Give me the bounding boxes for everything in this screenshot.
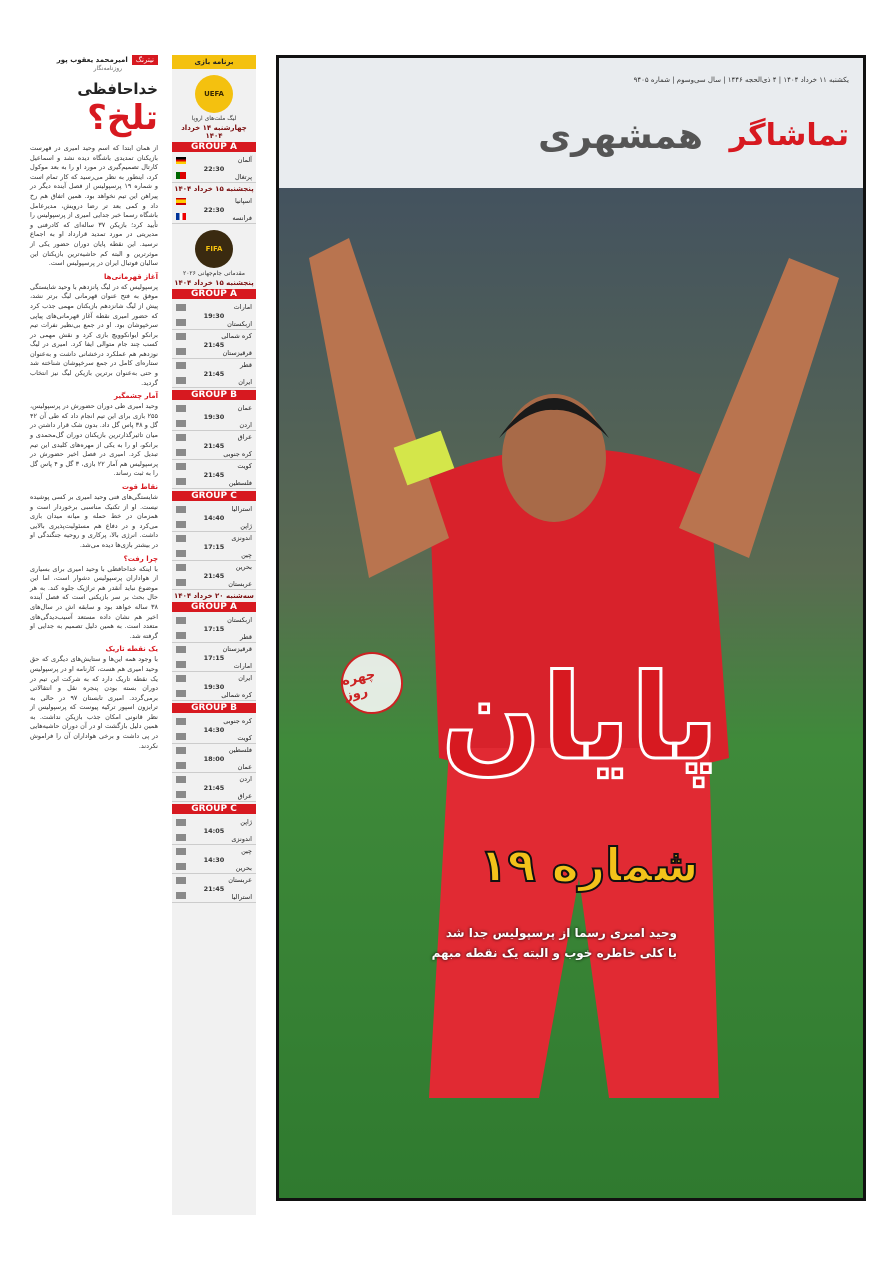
match-time: 17:15	[203, 625, 225, 633]
country-flag-icon	[176, 733, 186, 740]
home-team: اردن	[239, 775, 252, 783]
country-flag-icon	[176, 535, 186, 542]
away-team: استرالیا	[231, 893, 252, 901]
country-flag-icon	[176, 348, 186, 355]
group-label: GROUP B	[172, 390, 256, 400]
section-heading: یک نقطه تاریک	[105, 645, 158, 654]
home-team: استرالیا	[231, 505, 252, 513]
match-row	[172, 359, 256, 388]
cover-deck-line2: با کلی خاطره خوب و البته یک نقطه مبهم	[431, 946, 677, 960]
comp2-date1: پنجشنبه ۱۵ خرداد ۱۴۰۴	[174, 279, 254, 287]
match-row	[172, 195, 256, 224]
match-schedule	[172, 55, 256, 1215]
match-time: 14:30	[203, 726, 225, 734]
face-of-the-day-stamp: چهره روز	[335, 646, 409, 720]
comp1-caption: لیگ ملت‌های اروپا	[191, 115, 237, 122]
home-team: ژاپن	[240, 818, 252, 826]
player-celebration-photo	[279, 58, 863, 1198]
masthead-sub: تماشاگر	[729, 118, 849, 153]
match-time: 19:30	[203, 683, 225, 691]
match-row	[172, 561, 256, 590]
match-time: 14:40	[203, 514, 225, 522]
home-team: ازبکستان	[227, 616, 252, 624]
away-team: امارات	[233, 662, 252, 670]
home-team: عراق	[237, 433, 252, 441]
groups-day1	[172, 289, 256, 590]
home-team: امارات	[233, 303, 252, 311]
home-team: ایران	[238, 674, 252, 682]
match-time: 21:45	[203, 885, 225, 893]
country-flag-icon	[176, 848, 186, 855]
section-heading: نقاط قوت	[121, 483, 158, 491]
match-row	[172, 874, 256, 903]
section-text: با وجود همه این‌ها و ستایش‌های دیگری که حق وحید امیری هم هست، کارنامه او در پرسپولیس یک نقطه تاریک دارد که به شرکت این تیم در دوران بسته بودن پنجره نقل و انتقالاتی برمی‌گردد. امیری تابستان ۹۷ در حالی به ترابزون اسپور ترکیه پیوست که پرسپولیس از نظر قانونی امکان جذب بازیکن نداشت. به همین دلیل بازگشت او در آن دوران حاشیه‌هایی در پی داشت و برخی هواداران آن را فراموش نکردند.	[30, 655, 158, 750]
section-text: پرسپولیس که در لیگ پانزدهم با وحید شایستگی موفق به فتح عنوان قهرمانی لیگ برتر نشد، پیش از لیگ شانزدهم بازیکنان مهمی جذب کرد که حضور امیری نقطه آغاز قهرمانی‌های پیاپی سرخپوشان بود. او در جمع بی‌نظیر نفرات تیم برانکو ایوانکوویچ بازی کرد و نقش مهمی در کسب چند جام متوالی ایفا کرد. امیری در لیگ نوزدهم هم عملکرد درخشانی داشت و به‌عنوان ستاره‌ای کامل در جمع سرخپوشان شناخته شد و حتی به‌عنوان برترین بازیکن لیگ نیز انتخاب گردید.	[30, 282, 158, 387]
home-team: بحرین	[235, 563, 252, 571]
away-team: ژاپن	[240, 522, 252, 530]
country-flag-icon	[176, 478, 186, 485]
opinion-column	[30, 55, 158, 1225]
country-flag-icon	[176, 362, 186, 369]
home-team: کره جنوبی	[223, 717, 252, 725]
home-team: عربستان	[228, 876, 252, 884]
portugal-flag-icon	[176, 172, 186, 179]
column-intro: از همان ابتدا که اسم وحید امیری در فهرست بازیکنان تمدیدی باشگاه دیده نشد و اسماعیل کارتال تصمیم‌گیری در مورد او را به بعد موکول کرد، اینطور به نظر می‌رسید که کار تمام است و شماره ۱۹ پرسپولیس از فصل آینده دیگر در پیراهن این تیم نخواهد بود. همین اتفاق هم رخ داد و کمی بعد تر رضا درویش، مدیرعامل باشگاه رسما خبر جدایی امیری از پرسپولیس را تأیید کرد؛ بازیکن ۳۷ ساله‌ای که کادرفنی و مدیریتی در مورد تمدید قرارداد او به اجماع نرسید. این نقطه پایان دوران حضور یکی از موثرترین و البته کم حاشیه‌ترین بازیکنان این سالیان فوتبال ایران در پرسپولیس است.	[30, 144, 158, 268]
section-text: وحید امیری طی دوران حضورش در پرسپولیس، ۲۵۵ بازی برای این تیم انجام داد که طی آن ۴۲ گل و ۳۸ پاس گل داد. بدون شک قرار داشتن در میان تاثیرگذارترین بازیکنان دوران گل‌محمدی و برانکو، او را به یکی از مهره‌های کلیدی این تیم تبدیل کرد. امیری در فصل اخیر حضورش در پرسپولیس هم آمار ۲۲ بازی، ۳ گل و ۴ پاس گل را به ثبت رساند.	[30, 402, 159, 478]
country-flag-icon	[176, 661, 186, 668]
fifa-world-cup-logo-icon: FIFA	[195, 230, 233, 268]
away-team: فرانسه	[232, 214, 252, 222]
section-text: شایستگی‌های فنی وحید امیری بر کسی پوشیده نیست. او از تکنیک مناسبی برخوردار است و همزمان در خط حمله و میانه میدان بازی می‌کرد و در دفاع هم مسئولیت‌پذیری بالایی داشت. انرژی بالا، پرکاری و روحیه جنگندگی او در بیشتر بازی‌ها دیده می‌شد.	[30, 493, 158, 549]
spain-flag-icon	[176, 198, 186, 205]
column-byline	[30, 55, 158, 65]
author-role: روزنامه‌نگار	[93, 65, 122, 72]
home-team: عمان	[237, 404, 252, 412]
match-time: 22:30	[203, 206, 225, 214]
country-flag-icon	[176, 333, 186, 340]
section-heading: آغاز قهرمانی‌ها	[104, 272, 158, 281]
column-title-line2: تلخ؟	[87, 98, 158, 138]
country-flag-icon	[176, 646, 186, 653]
comp2-date2: سه‌شنبه ۲۰ خرداد ۱۴۰۴	[174, 592, 254, 600]
home-team: آلمان	[237, 156, 252, 164]
cover-photo-frame	[276, 55, 866, 1201]
cover-dateline: یکشنبه ۱۱ خرداد ۱۴۰۴ | ۴ ذی‌الحجه ۱۴۴۶ | سال سی‌وسوم | شماره ۹۴۰۵	[633, 76, 849, 84]
country-flag-icon	[176, 892, 186, 899]
france-flag-icon	[176, 213, 186, 220]
match-time: 21:45	[203, 572, 225, 580]
home-team: اندونزی	[231, 534, 252, 542]
away-team: عراق	[237, 792, 252, 800]
away-team: قطر	[239, 633, 252, 641]
country-flag-icon	[176, 675, 186, 682]
cover-headline: پایان	[441, 648, 719, 786]
country-flag-icon	[176, 863, 186, 870]
away-team: قرقیزستان	[222, 349, 252, 357]
author-name: امیرمحمد یعقوب پور	[56, 56, 128, 64]
country-flag-icon	[176, 550, 186, 557]
match-row	[172, 744, 256, 773]
country-flag-icon	[176, 877, 186, 884]
match-time: 18:00	[203, 755, 225, 763]
group-label: GROUP A	[172, 289, 256, 299]
match-row	[172, 773, 256, 802]
match-time: 21:45	[203, 442, 225, 450]
match-time: 14:05	[203, 827, 225, 835]
group-label: GROUP C	[172, 804, 256, 814]
match-row	[172, 330, 256, 359]
away-team: اردن	[239, 421, 252, 429]
match-row	[172, 532, 256, 561]
country-flag-icon	[176, 617, 186, 624]
country-flag-icon	[176, 434, 186, 441]
home-team: اسپانیا	[235, 197, 252, 205]
match-row	[172, 301, 256, 330]
cover-subheadline: شماره ۱۹	[479, 838, 699, 892]
country-flag-icon	[176, 718, 186, 725]
away-team: عمان	[237, 763, 252, 771]
column-title-line1: خداحافظی	[77, 80, 158, 98]
country-flag-icon	[176, 521, 186, 528]
country-flag-icon	[176, 377, 186, 384]
country-flag-icon	[176, 463, 186, 470]
match-row	[172, 614, 256, 643]
germany-flag-icon	[176, 157, 186, 164]
home-team: قطر	[239, 361, 252, 369]
away-team: چین	[241, 551, 252, 559]
match-row	[172, 503, 256, 532]
section-heading: آمار چشمگیر	[114, 392, 158, 401]
country-flag-icon	[176, 449, 186, 456]
match-row	[172, 672, 256, 701]
match-time: 21:45	[203, 370, 225, 378]
group-label: GROUP A	[172, 142, 256, 152]
match-time: 22:30	[203, 165, 225, 173]
match-row	[172, 845, 256, 874]
country-flag-icon	[176, 690, 186, 697]
match-time: 19:30	[203, 413, 225, 421]
match-row	[172, 715, 256, 744]
country-flag-icon	[176, 420, 186, 427]
match-time: 21:45	[203, 471, 225, 479]
away-team: پرتغال	[234, 173, 252, 181]
country-flag-icon	[176, 304, 186, 311]
country-flag-icon	[176, 564, 186, 571]
match-time: 14:30	[203, 856, 225, 864]
country-flag-icon	[176, 747, 186, 754]
match-time: 17:15	[203, 543, 225, 551]
section-text: با اینکه خداحافظی با وحید امیری برای بسیاری از هواداران پرسپولیس دشوار است، اما این موضوع نباید آنقدر هم تراژیک جلوه کند. به هر حال بحث بر سر بازیکنی است که فصل آینده ۳۸ ساله خواهد بود و سابقه اش در سال‌های اخیر هم نشان داده مستعد آسیب‌دیدگی‌های متعدد است. به همین دلیل تصمیم به جدایی او گرفته شد.	[30, 564, 158, 640]
country-flag-icon	[176, 579, 186, 586]
away-team: کره شمالی	[221, 691, 252, 699]
masthead-main: همشهری	[538, 116, 703, 157]
match-row	[172, 816, 256, 845]
match-time: 19:30	[203, 312, 225, 320]
country-flag-icon	[176, 791, 186, 798]
home-team: کویت	[237, 462, 252, 470]
comp2-caption: مقدماتی جام‌جهانی ۲۰۲۶	[182, 270, 246, 277]
away-team: عربستان	[228, 580, 252, 588]
column-tag: نیترنگ	[132, 55, 158, 65]
country-flag-icon	[176, 762, 186, 769]
section-heading: چرا رفت؟	[123, 554, 158, 563]
away-team: ایران	[238, 378, 252, 386]
match-time: 17:15	[203, 654, 225, 662]
home-team: کره شمالی	[221, 332, 252, 340]
match-row	[172, 431, 256, 460]
away-team: فلسطین	[228, 479, 252, 487]
cover-deck-line1: وحید امیری رسما از پرسپولیس جدا شد	[445, 926, 677, 940]
country-flag-icon	[176, 506, 186, 513]
home-team: چین	[241, 847, 252, 855]
country-flag-icon	[176, 819, 186, 826]
away-team: اندونزی	[231, 835, 252, 843]
match-time: 21:45	[203, 784, 225, 792]
comp1-date2: پنجشنبه ۱۵ خرداد ۱۴۰۴	[174, 185, 254, 193]
country-flag-icon	[176, 319, 186, 326]
group-label: GROUP C	[172, 491, 256, 501]
group-label: GROUP A	[172, 602, 256, 612]
away-team: کویت	[237, 734, 252, 742]
match-row	[172, 154, 256, 183]
country-flag-icon	[176, 405, 186, 412]
home-team: فلسطین	[228, 746, 252, 754]
match-row	[172, 460, 256, 489]
match-row	[172, 402, 256, 431]
home-team: قرقیزستان	[222, 645, 252, 653]
country-flag-icon	[176, 834, 186, 841]
groups-day2	[172, 602, 256, 903]
away-team: ازبکستان	[227, 320, 252, 328]
uefa-nations-league-logo-icon: UEFA	[195, 75, 233, 113]
group-label: GROUP B	[172, 703, 256, 713]
match-row	[172, 643, 256, 672]
away-team: بحرین	[235, 864, 252, 872]
away-team: کره جنوبی	[223, 450, 252, 458]
schedule-header: برنامه بازی	[172, 55, 256, 69]
country-flag-icon	[176, 776, 186, 783]
comp1-date1: چهارشنبه ۱۴ خرداد ۱۴۰۴	[181, 124, 247, 140]
match-time: 21:45	[203, 341, 225, 349]
country-flag-icon	[176, 632, 186, 639]
